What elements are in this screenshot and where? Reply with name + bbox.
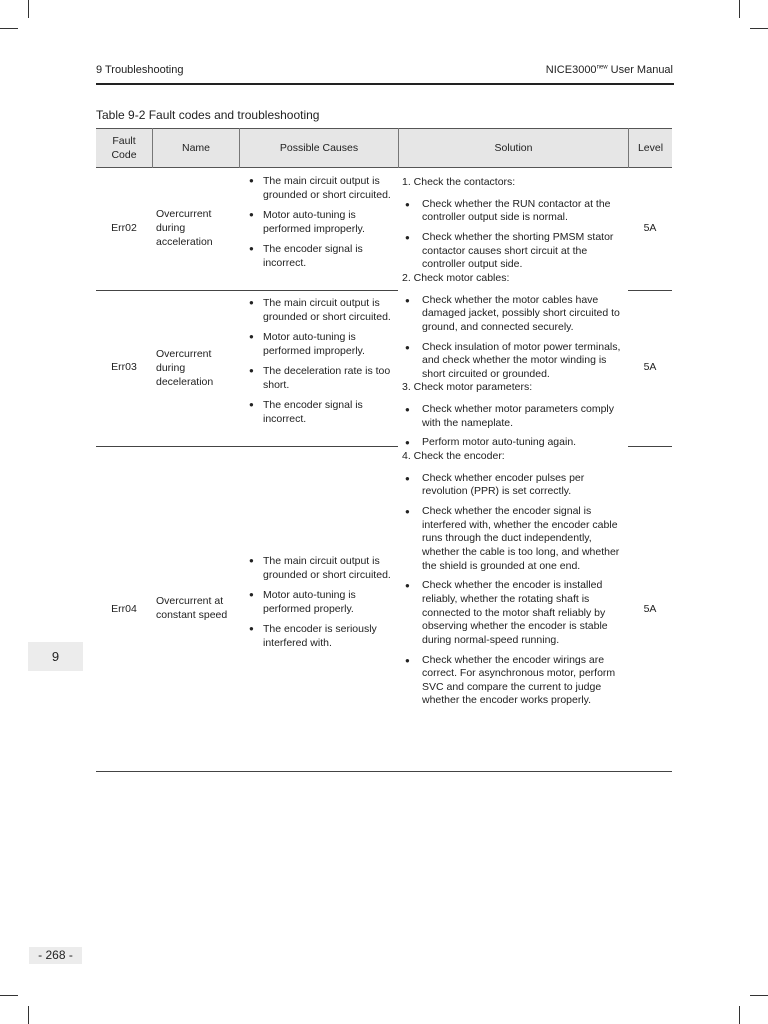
running-header-manual: $NICE3000^{new}$ User Manual — [545, 64, 673, 76]
list-item: ● The encoder signal is incorrect. — [246, 398, 396, 426]
possible-causes-list — [246, 554, 396, 656]
table-bottom-rule — [96, 771, 672, 772]
solution-step-list — [402, 403, 628, 450]
row-divider — [628, 446, 672, 447]
solution-step-heading: 1. Check the contactors: — [402, 176, 516, 188]
crop-mark — [0, 28, 18, 29]
solution-step-list — [402, 198, 628, 272]
possible-causes-list — [246, 296, 396, 432]
solution-step-heading: 2. Check motor cables: — [402, 271, 510, 284]
fault-name: Overcurrent during acceleration — [156, 208, 213, 249]
list-item: ● Check whether the shorting PMSM stator contactor causes short circuit at the controller output side. — [402, 231, 628, 272]
list-item: ● The deceleration rate is too short. — [246, 364, 396, 392]
list-item: ● Check whether the motor cables have damaged jacket, possibly short circuited to ground, and connected securely. — [402, 294, 628, 335]
solution-cell — [402, 176, 628, 714]
header-rule — [96, 83, 674, 85]
crop-mark — [28, 0, 29, 18]
row-divider — [628, 290, 672, 291]
column-header-name: Name — [181, 142, 210, 154]
solution-step-list — [402, 472, 628, 708]
list-item: ● Motor auto-tuning is performed properly. — [246, 588, 396, 616]
fault-level: 5A — [643, 361, 657, 373]
crop-mark — [739, 1006, 740, 1024]
solution-step-heading: 4. Check the encoder: — [402, 450, 505, 463]
table-caption: Table 9-2 Fault codes and troubleshooting — [96, 108, 320, 122]
column-header-fault-code: Fault Code — [111, 135, 137, 161]
solution-step-list — [402, 294, 628, 382]
fault-name: Overcurrent at constant speed — [156, 595, 228, 622]
list-item: ● Check insulation of motor power terminals, and check whether the motor winding is short circuited or grounded. — [402, 341, 628, 382]
possible-causes-list — [246, 174, 396, 276]
list-item: ● Check whether the encoder is installed reliably, whether the rotating shaft is connected to the motor shaft reliably by observing whether the encoder is stable during normal-speed running. — [402, 579, 628, 647]
row-divider — [96, 290, 398, 291]
fault-name: Overcurrent during deceleration — [156, 348, 214, 389]
row-divider — [96, 446, 398, 447]
list-item: ● The main circuit output is grounded or short circuited. — [246, 554, 396, 582]
crop-mark — [739, 0, 740, 18]
list-item: ● The main circuit output is grounded or short circuited. — [246, 174, 396, 202]
running-header-section: 9 Troubleshooting — [96, 64, 184, 76]
list-item: ● Check whether the encoder signal is interfered with, whether the encoder cable runs through the duct independently, whether the cable is too long, and whether the shield is grounded at one end. — [402, 505, 628, 573]
crop-mark — [0, 995, 18, 996]
chapter-tab: 9 — [28, 642, 83, 671]
fault-level: 5A — [643, 603, 657, 615]
list-item: ● Motor auto-tuning is performed improperly. — [246, 330, 396, 358]
column-header-possible-causes: Possible Causes — [279, 142, 359, 154]
crop-mark — [750, 28, 768, 29]
list-item: ● Check whether the RUN contactor at the controller output side is normal. — [402, 198, 628, 225]
list-item: ● The main circuit output is grounded or short circuited. — [246, 296, 396, 324]
list-item: ● The encoder is seriously interfered with. — [246, 622, 396, 650]
fault-code: Err03 — [111, 361, 137, 373]
column-header-level: Level — [637, 142, 664, 154]
list-item: ● Check whether the encoder wirings are correct. For asynchronous motor, perform SVC and compare the current to judge whether the encoder works properly. — [402, 654, 628, 708]
fault-table — [96, 128, 672, 772]
column-header-solution: Solution — [494, 142, 533, 154]
fault-code: Err02 — [111, 222, 137, 234]
list-item: ● The encoder signal is incorrect. — [246, 242, 396, 270]
crop-mark — [28, 1006, 29, 1024]
list-item: ● Motor auto-tuning is performed improperly. — [246, 208, 396, 236]
list-item: ● Perform motor auto-tuning again. — [402, 436, 628, 450]
crop-mark — [750, 995, 768, 996]
list-item: ● Check whether encoder pulses per revolution (PPR) is set correctly. — [402, 472, 628, 499]
solution-step-heading: 3. Check motor parameters: — [402, 381, 533, 394]
fault-level: 5A — [643, 222, 657, 234]
list-item: ● Check whether motor parameters comply with the nameplate. — [402, 403, 628, 430]
fault-code: Err04 — [111, 603, 137, 615]
page-number: - 268 - — [29, 947, 82, 964]
